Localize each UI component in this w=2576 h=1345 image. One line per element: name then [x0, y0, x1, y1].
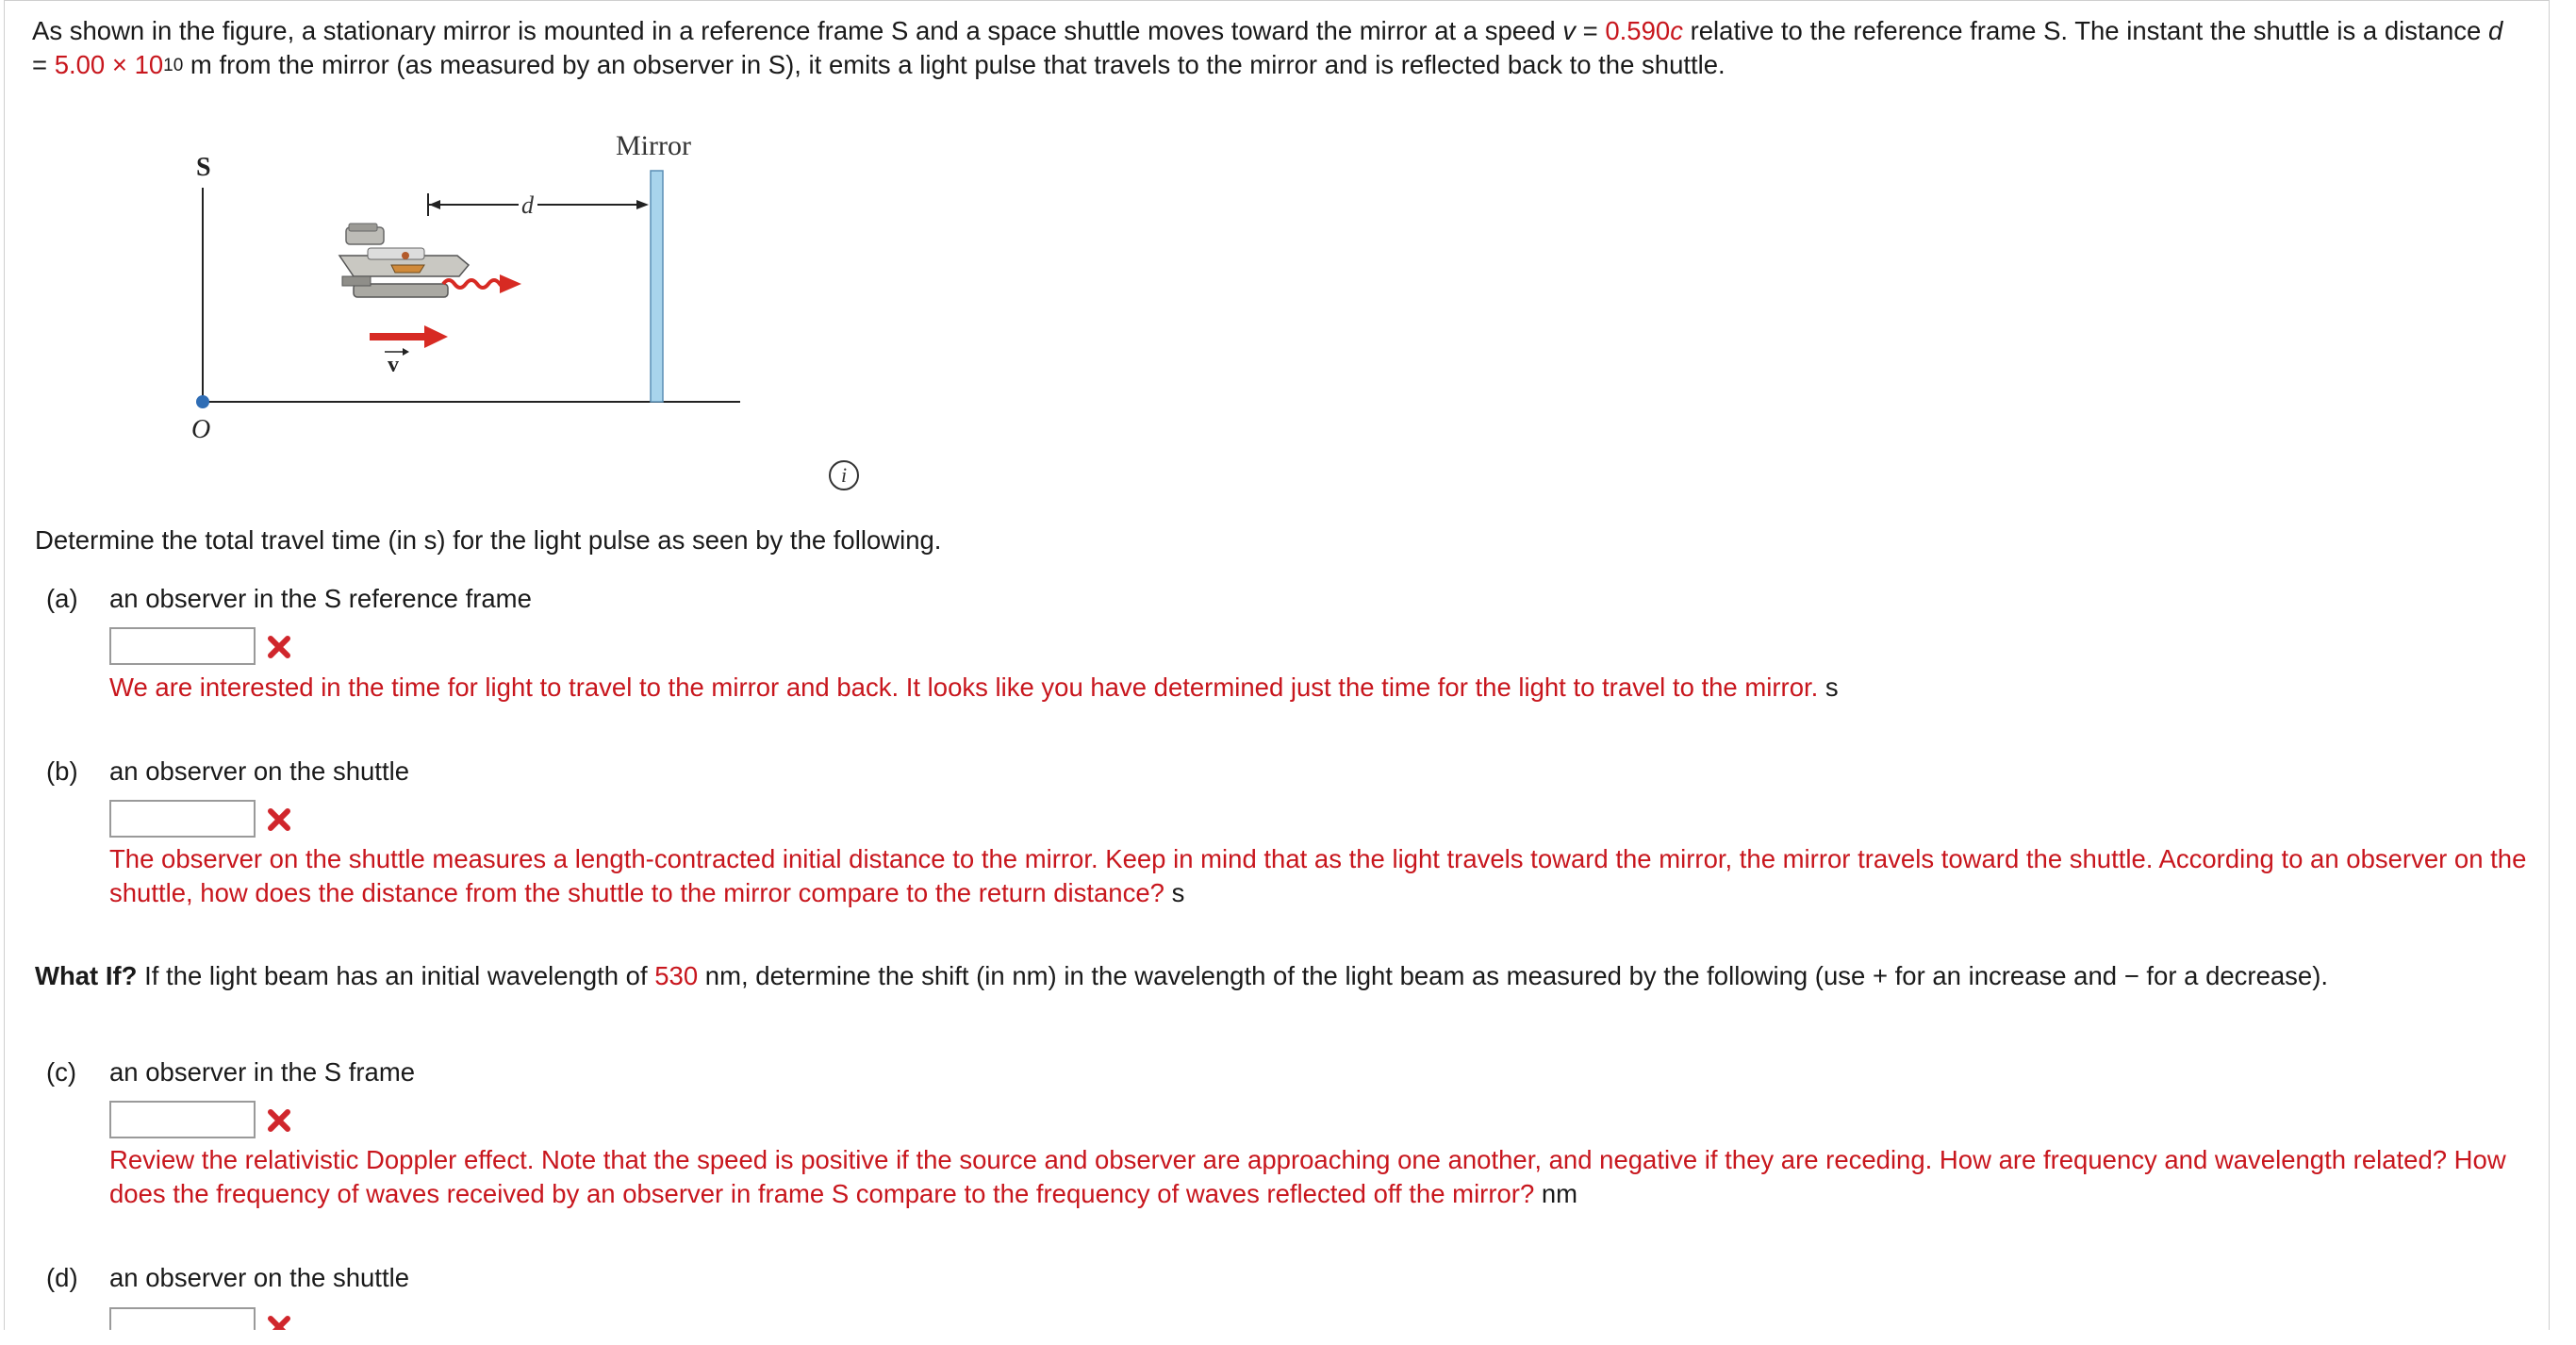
part-c-feedback: Review the relativistic Doppler effect. Note that the speed is positive if the source and observer are approaching one another, and negative if they are receding. How are frequency and wavelength related? How does the frequency of waves received by an observer in frame S compare to the frequency of waves reflected off the mirror? nm — [109, 1145, 2506, 1208]
part-c-unit: nm — [1541, 1179, 1578, 1208]
part-c-answer-input[interactable] — [109, 1101, 256, 1138]
part-b-label: (b) an observer on the shuttle — [46, 756, 409, 786]
wavelength-value: 530 — [654, 961, 699, 990]
problem-figure — [165, 124, 787, 454]
speed-unit: c — [1670, 16, 1683, 45]
distance-value: 5.00 × 10 — [54, 50, 164, 79]
part-a-label: (a) an observer in the S reference frame — [46, 584, 532, 613]
d-symbol: d — [2487, 16, 2503, 45]
part-a-unit: s — [1825, 672, 1839, 702]
v-symbol: v — [1562, 16, 1577, 45]
origin-label: O — [191, 415, 211, 444]
part-d-label: (d) an observer on the shuttle — [46, 1263, 409, 1292]
mirror-label: Mirror — [616, 130, 691, 161]
question-prompt: Determine the total travel time (in s) for the light pulse as seen by the following. — [35, 525, 942, 555]
velocity-arrow-shaft — [370, 333, 426, 340]
part-c-label: (c) an observer in the S frame — [46, 1057, 416, 1087]
part-a-feedback: We are interested in the time for light to travel to the mirror and back. It looks like you have determined just the time for the light to travel to the mirror. s — [109, 672, 1839, 702]
part-b-unit: s — [1171, 878, 1185, 907]
part-b-feedback: The observer on the shuttle measures a length-contracted initial distance to the mirror. Keep in mind that as the light travels toward the mirror, the mirror travels toward the shuttle. According to an observer on the shuttle, how does the distance from the shuttle to the mirror compare to the return distance? s — [109, 844, 2527, 907]
shuttle-mirror-diagram — [165, 124, 787, 454]
light-pulse-arrowhead — [500, 274, 521, 293]
incorrect-x-icon — [267, 1108, 291, 1133]
incorrect-x-icon — [267, 1315, 291, 1330]
velocity-arrow-head — [424, 325, 448, 348]
velocity-label: v — [388, 353, 399, 377]
origin-dot — [196, 395, 209, 408]
speed-value: 0.590 — [1605, 16, 1671, 45]
part-d-answer-input[interactable] — [109, 1307, 256, 1330]
incorrect-x-icon — [267, 635, 291, 659]
s-label: S — [196, 153, 211, 182]
incorrect-x-icon — [267, 807, 291, 832]
shuttle-icon — [339, 224, 469, 297]
question-page — [4, 0, 2550, 1330]
info-icon[interactable]: i — [829, 460, 859, 490]
part-a-answer-input[interactable] — [109, 627, 256, 665]
mirror — [651, 171, 663, 402]
part-b-answer-input[interactable] — [109, 800, 256, 838]
what-if-statement: What If? If the light beam has an initial wavelength of 530 nm, determine the shift (in nm) in the wavelength of the light beam as measured by the following (use + for an increase and − for a decrease). — [35, 961, 2329, 990]
problem-statement: As shown in the figure, a stationary mirror is mounted in a reference frame S and a space shuttle moves toward the mirror at a speed v = 0.590c relative to the reference frame S. The instant the shuttle is a distance $d = 5.00 \times 10^{10}$ m from the mirror (as measured by an observer in S), it emits a light pulse that travels to the mirror and is reflected back to the shuttle. — [32, 16, 2503, 79]
d-label: d — [521, 191, 534, 219]
distance-exponent: 10 — [163, 56, 184, 75]
